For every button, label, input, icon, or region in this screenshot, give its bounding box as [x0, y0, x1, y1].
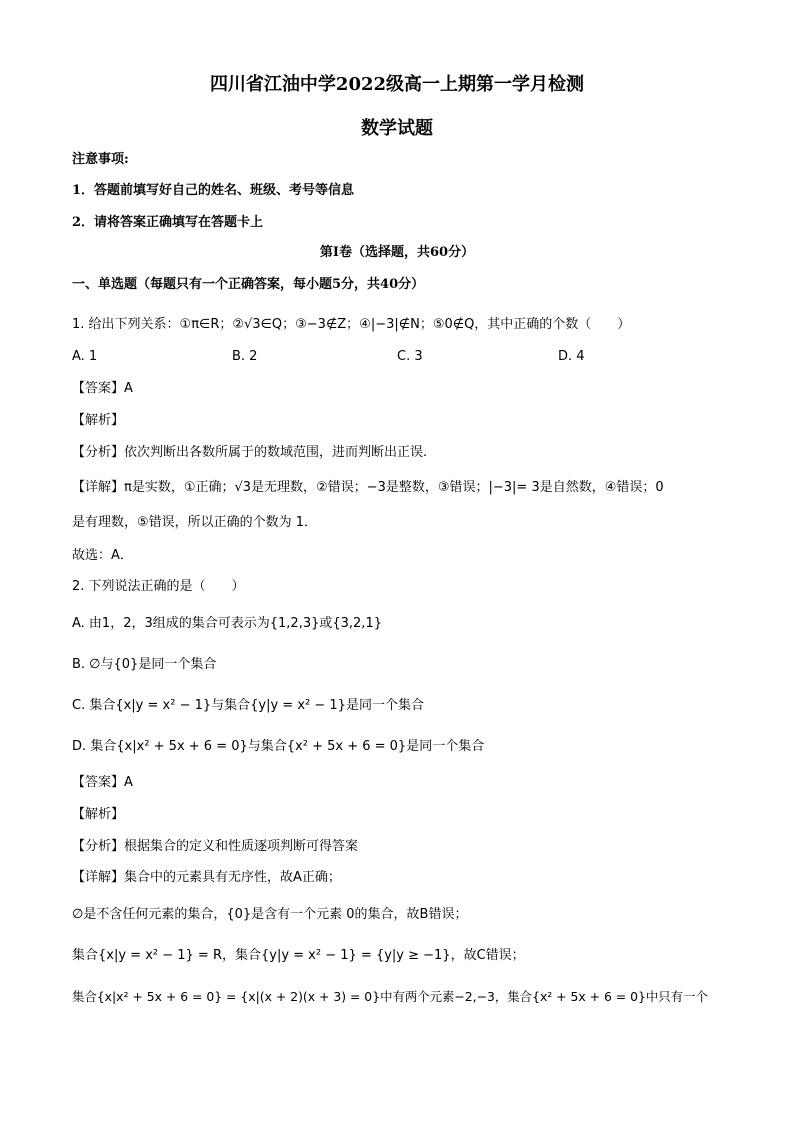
q2-detail-2: ∅是不含任何元素的集合，{0}是含有一个元素 0的集合，故B错误； [72, 907, 468, 922]
exam-subtitle: 数学试题 [361, 118, 433, 139]
q1-answer: 【答案】A [72, 381, 133, 396]
q2-stem: 2. 下列说法正确的是（ ） [72, 579, 245, 594]
q2-option-d: D. 集合{x|x² + 5x + 6 = 0}与集合{x² + 5x + 6 = 0}是同一个集合 [72, 739, 485, 754]
q1-conclusion: 故选：A． [72, 548, 133, 563]
q1-analysis-label: 【解析】 [72, 413, 125, 428]
notes-item-1: 1．答题前填写好自己的姓名、班级、考号等信息 [72, 183, 355, 198]
q1-detail-1: 【详解】π是实数，①正确；√3是无理数，②错误；−3是整数，③错误；|−3|= 3是自然数，④错误；0 [72, 480, 664, 495]
notes-item-2: 2．请将答案正确填写在答题卡上 [72, 215, 264, 230]
volume-heading: 第I卷（选择题，共60分） [319, 245, 475, 260]
q1-method: 【分析】依次判断出各数所属于的数域范围，进而判断出正误. [72, 445, 428, 460]
q2-answer: 【答案】A [72, 775, 133, 790]
q1-detail-2: 是有理数，⑤错误，所以正确的个数为 1． [72, 515, 318, 530]
q1-option-d: D. 4 [558, 349, 585, 364]
q1-option-a: A. 1 [72, 349, 98, 364]
q1-option-b: B. 2 [232, 349, 258, 364]
q1-stem: 1. 给出下列关系：①π∈R；②√3∈Q；③−3∉Z；④|−3|∉N；⑤0∉Q，其中正确的个数（ ） [72, 317, 631, 332]
q1-option-c: C. 3 [397, 349, 423, 364]
section-heading: 一、单选题（每题只有一个正确答案，每小题5分，共40分） [72, 277, 425, 292]
q2-option-c: C. 集合{x|y = x² − 1}与集合{y|y = x² − 1}是同一个集合 [72, 698, 424, 713]
q2-method: 【分析】根据集合的定义和性质逐项判断可得答案 [72, 839, 359, 854]
q2-detail-4: 集合{x|x² + 5x + 6 = 0} = {x|(x + 2)(x + 3) = 0}中有两个元素−2,−3，集合{x² + 5x + 6 = 0}中只有一个 [72, 989, 708, 1004]
exam-title: 四川省江油中学2022级高一上期第一学月检测 [209, 74, 585, 95]
q2-detail-3: 集合{x|y = x² − 1} = R，集合{y|y = x² − 1} = {y|y ≥ −1}，故C错误； [72, 948, 525, 963]
q2-detail-1: 【详解】集合中的元素具有无序性，故A正确； [72, 870, 341, 885]
notes-heading: 注意事项: [72, 152, 129, 167]
q2-option-b: B. ∅与{0}是同一个集合 [72, 657, 217, 672]
q2-option-a: A. 由1，2，3组成的集合可表示为{1,2,3}或{3,2,1} [72, 616, 382, 631]
q2-analysis-label: 【解析】 [72, 807, 125, 822]
